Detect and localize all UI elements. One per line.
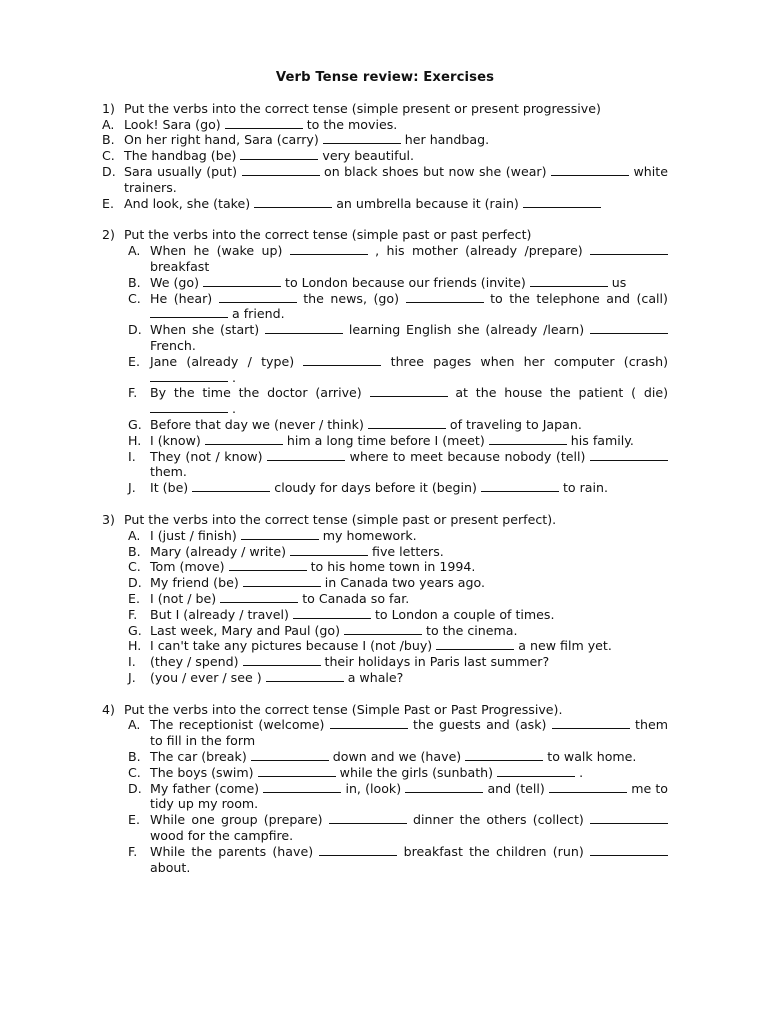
exercise-item [102, 148, 668, 164]
item-sentence [150, 607, 668, 623]
item-sentence [150, 559, 668, 575]
answer-blank[interactable] [323, 132, 401, 144]
item-label: J. [128, 669, 136, 685]
sentence-fragment: to his home town in 1994. [310, 559, 476, 575]
exercise-number: 1) [102, 100, 115, 116]
item-sentence [124, 148, 668, 164]
item-label: A. [128, 717, 141, 733]
sentence-fragment: While the parents (have) [150, 843, 314, 859]
sentence-fragment: their holidays in Paris last summer? [324, 654, 550, 670]
answer-blank[interactable] [368, 417, 446, 429]
exercise-item [102, 196, 668, 212]
sentence-fragment: in, (look) [345, 780, 402, 796]
item-sentence [150, 243, 668, 275]
sentence-fragment: dinner the others (collect) [413, 812, 584, 828]
item-label: I. [128, 448, 136, 464]
exercise-item [102, 591, 668, 607]
exercise-heading [102, 101, 668, 117]
answer-blank[interactable] [489, 433, 567, 445]
sentence-fragment: cloudy for days before it (begin) [274, 480, 477, 496]
sentence-fragment: . [579, 764, 584, 780]
item-label: J. [128, 480, 136, 496]
answer-blank[interactable] [590, 449, 668, 461]
exercise-instruction: Put the verbs into the correct tense (Simple Past or Past Progressive). [124, 701, 563, 717]
item-label: E. [128, 590, 140, 606]
exercise-item [102, 844, 668, 876]
sentence-fragment: wood for the campfire. [150, 828, 294, 844]
sentence-fragment: The handbag (be) [124, 148, 237, 164]
exercise-item [102, 322, 668, 354]
sentence-fragment: I can't take any pictures because I (not /buy) [150, 638, 433, 654]
answer-blank[interactable] [150, 306, 228, 318]
sentence-fragment: to walk home. [547, 749, 637, 765]
item-sentence [150, 670, 668, 686]
exercise-item [102, 670, 668, 686]
sentence-fragment: white trainers. [124, 163, 668, 195]
item-sentence [150, 575, 668, 591]
item-sentence [150, 449, 668, 481]
answer-blank[interactable] [290, 544, 368, 556]
item-label: B. [102, 132, 115, 148]
sentence-fragment: I (just / finish) [150, 527, 237, 543]
item-label: I. [128, 654, 136, 670]
answer-blank[interactable] [293, 607, 371, 619]
item-sentence [150, 544, 668, 560]
exercise-number: 4) [102, 701, 115, 717]
item-sentence [150, 433, 668, 449]
sentence-fragment: of traveling to Japan. [449, 416, 582, 432]
exercise-item [102, 544, 668, 560]
sentence-fragment: . [232, 401, 237, 417]
answer-blank[interactable] [220, 591, 298, 603]
answer-blank[interactable] [242, 164, 320, 176]
sentence-fragment: his family. [570, 432, 634, 448]
sentence-fragment: My friend (be) [150, 575, 239, 591]
sentence-fragment: . [232, 369, 237, 385]
sentence-fragment: Before that day we (never / think) [150, 416, 364, 432]
exercise-item [102, 765, 668, 781]
sentence-fragment: I (not / be) [150, 590, 217, 606]
sentence-fragment: me to tidy up my room. [150, 780, 669, 812]
sentence-fragment: (you / ever / see ) [150, 669, 262, 685]
answer-blank[interactable] [329, 812, 407, 824]
answer-blank[interactable] [254, 196, 332, 208]
answer-blank[interactable] [330, 717, 408, 729]
exercise-item [102, 812, 668, 844]
sentence-fragment: to Canada so far. [302, 590, 410, 606]
sentence-fragment: on black shoes but now she (wear) [323, 163, 547, 179]
item-label: F. [128, 843, 138, 859]
answer-blank[interactable] [219, 291, 297, 303]
answer-blank[interactable] [436, 638, 514, 650]
item-label: D. [128, 322, 142, 338]
sentence-fragment: Last week, Mary and Paul (go) [150, 622, 341, 638]
sentence-fragment: us [611, 274, 627, 290]
item-label: A. [128, 527, 141, 543]
exercise-item [102, 417, 668, 433]
sentence-fragment: breakfast the children (run) [403, 843, 584, 859]
sentence-fragment: Look! Sara (go) [124, 116, 221, 132]
sentence-fragment: Jane (already / type) [150, 353, 295, 369]
sentence-fragment: the guests and (ask) [413, 717, 547, 733]
sentence-fragment: her handbag. [404, 132, 490, 148]
item-label: C. [102, 148, 115, 164]
answer-blank[interactable] [319, 844, 397, 856]
item-sentence [150, 417, 668, 433]
answer-blank[interactable] [267, 449, 345, 461]
exercise-item [102, 559, 668, 575]
exercise-item [102, 749, 668, 765]
item-sentence [150, 717, 668, 749]
sentence-fragment: The car (break) [150, 749, 247, 765]
sentence-fragment: By the time the doctor (arrive) [150, 385, 362, 401]
item-sentence [150, 812, 668, 844]
exercise-item [102, 607, 668, 623]
item-sentence [150, 623, 668, 639]
sentence-fragment: my homework. [322, 527, 417, 543]
item-sentence [150, 354, 668, 386]
item-sentence [150, 654, 668, 670]
answer-blank[interactable] [241, 528, 319, 540]
answer-blank[interactable] [530, 275, 608, 287]
sentence-fragment: to the cinema. [426, 622, 518, 638]
item-label: H. [128, 638, 142, 654]
sentence-fragment: to London a couple of times. [374, 606, 555, 622]
item-label: E. [128, 353, 140, 369]
sentence-fragment: a new film yet. [518, 638, 612, 654]
sentence-fragment: But I (already / travel) [150, 606, 289, 622]
answer-blank[interactable] [370, 385, 448, 397]
exercise-section [102, 702, 668, 876]
sentence-fragment: And look, she (take) [124, 195, 251, 211]
exercise-section [102, 101, 668, 212]
item-label: D. [128, 575, 142, 591]
sentence-fragment: He (hear) [150, 290, 213, 306]
exercise-item [102, 433, 668, 449]
exercise-item [102, 132, 668, 148]
answer-blank[interactable] [192, 480, 270, 492]
worksheet-title: Verb Tense review: Exercises [275, 70, 495, 85]
item-sentence [150, 781, 668, 813]
item-sentence [150, 322, 668, 354]
sentence-fragment: , his mother (already /prepare) [375, 243, 583, 259]
exercise-instruction: Put the verbs into the correct tense (simple present or present progressive) [124, 100, 601, 116]
item-sentence [150, 765, 668, 781]
sentence-fragment: When she (start) [150, 322, 260, 338]
answer-blank[interactable] [150, 401, 228, 413]
answer-blank[interactable] [266, 670, 344, 682]
answer-blank[interactable] [551, 164, 629, 176]
sentence-fragment: On her right hand, Sara (carry) [124, 132, 319, 148]
sentence-fragment: to London because our friends (invite) [285, 274, 526, 290]
item-label: G. [128, 622, 142, 638]
item-label: C. [128, 559, 141, 575]
answer-blank[interactable] [265, 322, 343, 334]
sentence-fragment: The boys (swim) [150, 764, 254, 780]
item-sentence [124, 196, 668, 212]
item-sentence [150, 638, 668, 654]
sentence-fragment: at the house the patient ( die) [455, 385, 669, 401]
item-label: D. [128, 780, 142, 796]
exercise-section [102, 227, 668, 496]
item-label: C. [128, 290, 141, 306]
answer-blank[interactable] [243, 654, 321, 666]
exercise-item [102, 164, 668, 196]
sentence-fragment: very beautiful. [322, 148, 415, 164]
sentence-fragment: about. [150, 859, 191, 875]
exercise-item [102, 449, 668, 481]
sentence-fragment: While one group (prepare) [150, 812, 323, 828]
answer-blank[interactable] [290, 243, 368, 255]
item-label: E. [102, 195, 114, 211]
exercise-item [102, 781, 668, 813]
sentence-fragment: I (know) [150, 432, 201, 448]
sentence-fragment: where to meet because nobody (tell) [349, 448, 586, 464]
sentence-fragment: Mary (already / write) [150, 543, 286, 559]
item-sentence [124, 164, 668, 196]
answer-blank[interactable] [497, 765, 575, 777]
item-sentence [124, 132, 668, 148]
answer-blank[interactable] [549, 781, 627, 793]
sentence-fragment: The receptionist (welcome) [150, 717, 325, 733]
exercise-heading [102, 227, 668, 243]
item-sentence [124, 117, 668, 133]
item-label: F. [128, 606, 138, 622]
exercise-item [102, 575, 668, 591]
answer-blank[interactable] [590, 243, 668, 255]
exercise-item [102, 291, 668, 323]
exercise-item [102, 717, 668, 749]
answer-blank[interactable] [251, 749, 329, 761]
exercise-number: 2) [102, 227, 115, 243]
answer-blank[interactable] [203, 275, 281, 287]
item-label: B. [128, 274, 141, 290]
answer-blank[interactable] [205, 433, 283, 445]
exercise-item [102, 354, 668, 386]
exercise-item [102, 117, 668, 133]
exercise-sections [102, 101, 668, 876]
answer-blank[interactable] [303, 354, 381, 366]
sentence-fragment: while the girls (sunbath) [339, 764, 494, 780]
item-sentence [150, 480, 668, 496]
answer-blank[interactable] [150, 370, 228, 382]
sentence-fragment: (they / spend) [150, 654, 239, 670]
sentence-fragment: him a long time before I (meet) [286, 432, 485, 448]
exercise-item [102, 480, 668, 496]
sentence-fragment: breakfast [150, 258, 210, 274]
sentence-fragment: and (tell) [487, 780, 545, 796]
answer-blank[interactable] [225, 117, 303, 129]
answer-blank[interactable] [263, 781, 341, 793]
exercise-item [102, 654, 668, 670]
exercise-item [102, 528, 668, 544]
sentence-fragment: them. [150, 464, 187, 480]
item-label: B. [128, 543, 141, 559]
answer-blank[interactable] [240, 148, 318, 160]
sentence-fragment: a whale? [347, 669, 404, 685]
item-sentence [150, 528, 668, 544]
exercise-instruction: Put the verbs into the correct tense (simple past or present perfect). [124, 511, 557, 527]
item-label: E. [128, 812, 140, 828]
item-sentence [150, 275, 668, 291]
sentence-fragment: to rain. [562, 480, 608, 496]
item-label: B. [128, 749, 141, 765]
sentence-fragment: When he (wake up) [150, 243, 283, 259]
sentence-fragment: It (be) [150, 480, 189, 496]
sentence-fragment: learning English she (already /learn) [348, 322, 585, 338]
answer-blank[interactable] [590, 844, 668, 856]
sentence-fragment: five letters. [372, 543, 444, 559]
sentence-fragment: to the telephone and (call) [490, 290, 668, 306]
item-label: G. [128, 416, 142, 432]
sentence-fragment: They (not / know) [150, 448, 263, 464]
sentence-fragment: We (go) [150, 274, 199, 290]
answer-blank[interactable] [258, 765, 336, 777]
answer-blank[interactable] [481, 480, 559, 492]
answer-blank[interactable] [405, 781, 483, 793]
item-label: A. [128, 243, 141, 259]
item-label: D. [102, 163, 116, 179]
answer-blank[interactable] [229, 559, 307, 571]
answer-blank[interactable] [344, 623, 422, 635]
item-label: C. [128, 764, 141, 780]
sentence-fragment: to the movies. [306, 116, 398, 132]
item-label: A. [102, 116, 115, 132]
exercise-heading [102, 512, 668, 528]
sentence-fragment: down and we (have) [332, 749, 462, 765]
sentence-fragment: My father (come) [150, 780, 260, 796]
answer-blank[interactable] [406, 291, 484, 303]
item-sentence [150, 291, 668, 323]
sentence-fragment: an umbrella because it (rain) [336, 195, 519, 211]
item-sentence [150, 591, 668, 607]
exercise-item [102, 638, 668, 654]
exercise-item [102, 243, 668, 275]
item-sentence [150, 749, 668, 765]
item-label: H. [128, 432, 142, 448]
answer-blank[interactable] [590, 812, 668, 824]
sentence-fragment: Sara usually (put) [124, 163, 238, 179]
item-sentence [150, 385, 668, 417]
sentence-fragment: in Canada two years ago. [324, 575, 485, 591]
exercise-item [102, 275, 668, 291]
sentence-fragment: them to fill in the form [150, 717, 668, 749]
exercise-section [102, 512, 668, 686]
answer-blank[interactable] [590, 322, 668, 334]
sentence-fragment: Tom (move) [150, 559, 225, 575]
exercise-number: 3) [102, 511, 115, 527]
answer-blank[interactable] [552, 717, 630, 729]
exercise-item [102, 385, 668, 417]
sentence-fragment: the news, (go) [303, 290, 400, 306]
answer-blank[interactable] [465, 749, 543, 761]
item-label: F. [128, 385, 138, 401]
sentence-fragment: three pages when her computer (crash) [390, 353, 668, 369]
exercise-instruction: Put the verbs into the correct tense (simple past or past perfect) [124, 227, 532, 243]
exercise-heading [102, 702, 668, 718]
sentence-fragment: French. [150, 337, 196, 353]
answer-blank[interactable] [523, 196, 601, 208]
answer-blank[interactable] [243, 575, 321, 587]
sentence-fragment: a friend. [232, 306, 285, 322]
exercise-item [102, 623, 668, 639]
item-sentence [150, 844, 668, 876]
